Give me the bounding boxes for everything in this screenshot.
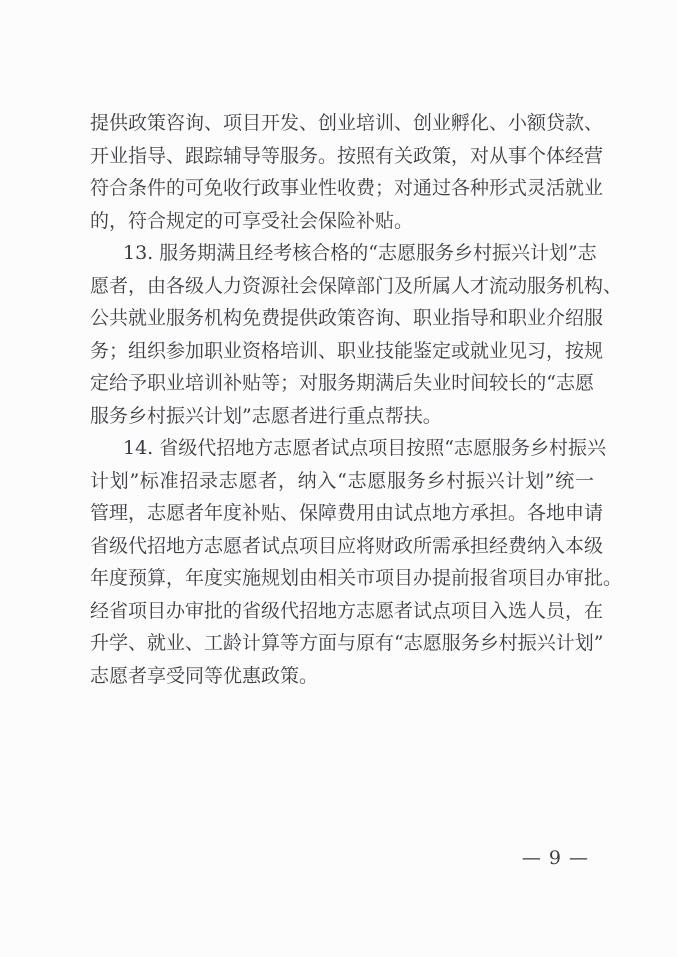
text-line: 经省项目办审批的省级代招地方志愿者试点项目入选人员，在 (90, 599, 604, 622)
text-line: 计划”标准招录志愿者，纳入“志愿服务乡村振兴计划”统一 (90, 469, 594, 492)
text-line: 提供政策咨询、项目开发、创业培训、创业孵化、小额贷款、 (90, 112, 604, 134)
text-line: 定给予职业培训补贴等；对服务期满后失业时间较长的“志愿 (90, 372, 594, 394)
page-number: — 9 — (521, 847, 589, 869)
text-line: 务；组织参加职业资格培训、职业技能鉴定或就业见习，按规 (90, 339, 604, 362)
text-line: 志愿者享受同等优惠政策。 (90, 664, 319, 687)
text-line-item-13: 13. 服务期满且经考核合格的“志愿服务乡村振兴计划”志 (123, 242, 597, 264)
text-line: 管理，志愿者年度补贴、保障费用由试点地方承担。各地申请 (90, 502, 604, 524)
text-line-item-14: 14. 省级代招地方志愿者试点项目按照“志愿服务乡村振兴 (123, 437, 606, 459)
text-line: 的，符合规定的可享受社会保险补贴。 (90, 209, 414, 232)
text-line: 愿者，由各级人力资源社会保障部门及所属人才流动服务机构、 (90, 274, 623, 297)
text-line: 符合条件的可免收行政事业性收费；对通过各种形式灵活就业 (90, 177, 604, 199)
text-line: 年度预算，年度实施规划由相关市项目办提前报省项目办审批。 (90, 567, 623, 589)
text-line: 省级代招地方志愿者试点项目应将财政所需承担经费纳入本级 (90, 534, 604, 557)
text-line: 公共就业服务机构免费提供政策咨询、职业指导和职业介绍服 (90, 307, 604, 329)
text-line: 服务乡村振兴计划”志愿者进行重点帮扶。 (90, 404, 442, 427)
text-line: 升学、就业、工龄计算等方面与原有“志愿服务乡村振兴计划” (90, 632, 604, 654)
text-line: 开业指导、跟踪辅导等服务。按照有关政策，对从事个体经营 (90, 144, 604, 167)
body-text (90, 107, 623, 692)
